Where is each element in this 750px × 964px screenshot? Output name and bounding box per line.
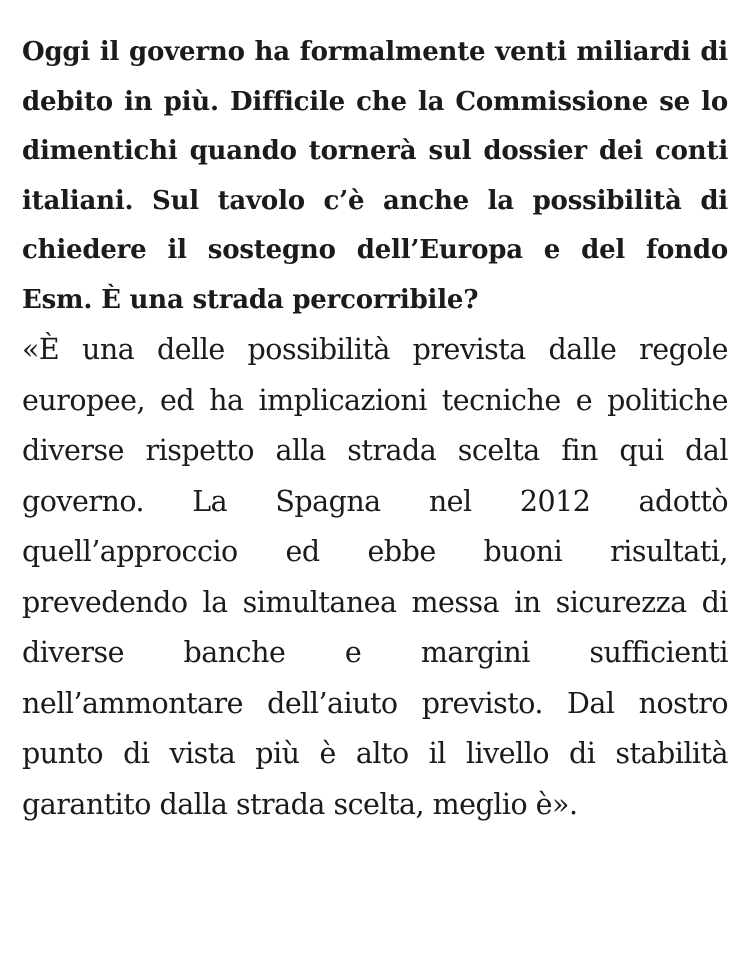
article-body [22, 28, 728, 830]
interview-answer: «È una delle possibilità prevista dalle regole europee, ed ha implicazioni tecniche e politiche diverse rispetto alla strada scelta fin qui dal governo. La Spagna nel 2012 adottò quell’approccio ed ebbe buoni risultati, prevedendo la simultanea messa in sicurezza di diverse banche e margini sufficienti nell’ammontare dell’aiuto previsto. Dal nostro punto di vista più è alto il livello di stabilità garantito dalla strada scelta, meglio è». [22, 333, 728, 821]
interview-question: Oggi il governo ha formalmente venti miliardi di debito in più. Difficile che la Commissione se lo dimentichi quando tornerà sul dossier dei conti italiani. Sul tavolo c’è anche la possibilità di chiedere il sostegno dell’Europa e del fondo Esm. È una strada percorribile? [22, 37, 728, 315]
